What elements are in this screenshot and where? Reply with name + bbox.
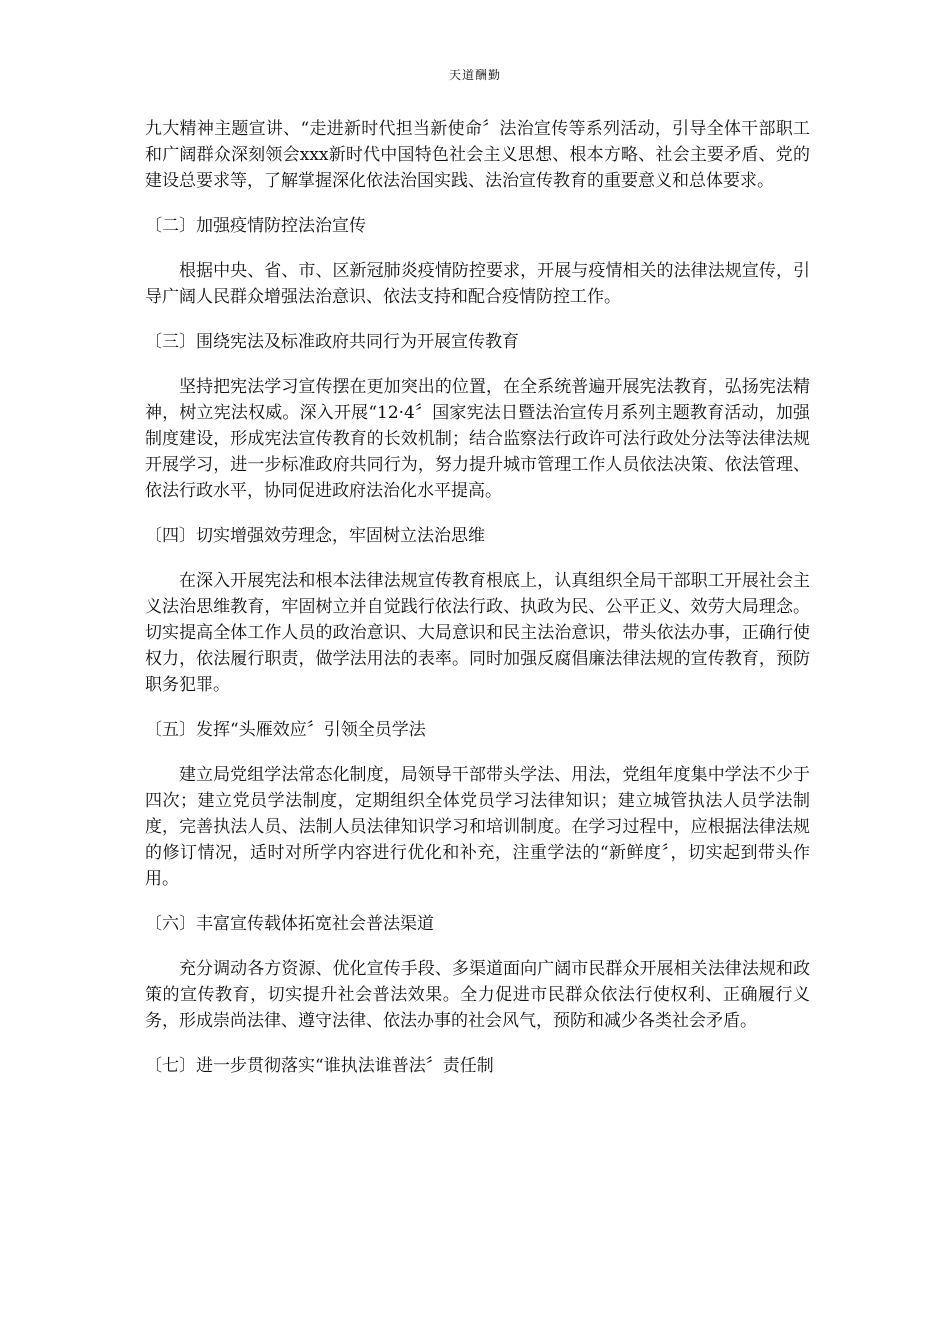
page-header: 天道酬勤	[448, 68, 501, 82]
section-heading-6: 〔六〕丰富宣传载体拓宽社会普法渠道	[145, 914, 434, 934]
paragraph-intro: 九大精神主题宣讲、“走进新时代担当新使命〞法治宣传等系列活动，引导全体干部职工和广阔群众深刻领会xxx新时代中国特色社会主义思想、根本方略、社会主要矛盾、党的建设总要求等，了解掌握深化依法治国实践、法治宣传教育的重要意义和总体要求。	[145, 119, 810, 191]
section-heading-5: 〔五〕发挥“头雁效应〞引领全员学法	[145, 720, 426, 740]
paragraph-2: 根据中央、省、市、区新冠肺炎疫情防控要求，开展与疫情相关的法律法规宣传，引导广阔人民群众增强法治意识、依法支持和配合疫情防控工作。	[145, 261, 810, 307]
paragraph-5: 建立局党组学法常态化制度，局领导干部带头学法、用法，党组年度集中学法不少于四次；建立党员学法制度，定期组织全体党员学习法律知识；建立城管执法人员学法制度，完善执法人员、法制人员法律知识学习和培训制度。在学习过程中，应根据法律法规的修订情况，适时对所学内容进行优化和补充，注重学法的“新鲜度〞，切实起到带头作用。	[145, 765, 810, 889]
section-heading-2: 〔二〕加强疫情防控法治宣传	[145, 216, 366, 236]
section-heading-3: 〔三〕围绕宪法及标准政府共同行为开展宣传教育	[145, 332, 519, 352]
paragraph-6: 充分调动各方资源、优化宣传手段、多渠道面向广阔市民群众开展相关法律法规和政策的宣传教育，切实提升社会普法效果。全力促进市民群众依法行使权利、正确履行义务，形成崇尚法律、遵守法律、依法办事的社会风气，预防和减少各类社会矛盾。	[145, 959, 810, 1031]
document-body	[145, 116, 810, 1079]
paragraph-3: 坚持把宪法学习宣传摆在更加突出的位置，在全系统普遍开展宪法教育，弘扬宪法精神，树立宪法权威。深入开展“12·4〞国家宪法日暨法治宣传月系列主题教育活动，加强制度建设，形成宪法宣传教育的长效机制；结合监察法行政许可法行政处分法等法律法规开展学习，进一步标准政府共同行为，努力提升城市管理工作人员依法决策、依法管理、依法行政水平，协同促进政府法治化水平提高。	[145, 377, 810, 501]
paragraph-4: 在深入开展宪法和根本法律法规宣传教育根底上，认真组织全局干部职工开展社会主义法治思维教育，牢固树立并自觉践行依法行政、执政为民、公平正义、效劳大局理念。切实提高全体工作人员的政治意识、大局意识和民主法治意识，带头依法办事，正确行使权力，依法履行职责，做学法用法的表率。同时加强反腐倡廉法律法规的宣传教育，预防职务犯罪。	[145, 571, 810, 695]
section-heading-7: 〔七〕进一步贯彻落实“谁执法谁普法〞责任制	[145, 1056, 494, 1076]
section-heading-4: 〔四〕切实增强效劳理念，牢固树立法治思维	[145, 526, 485, 546]
